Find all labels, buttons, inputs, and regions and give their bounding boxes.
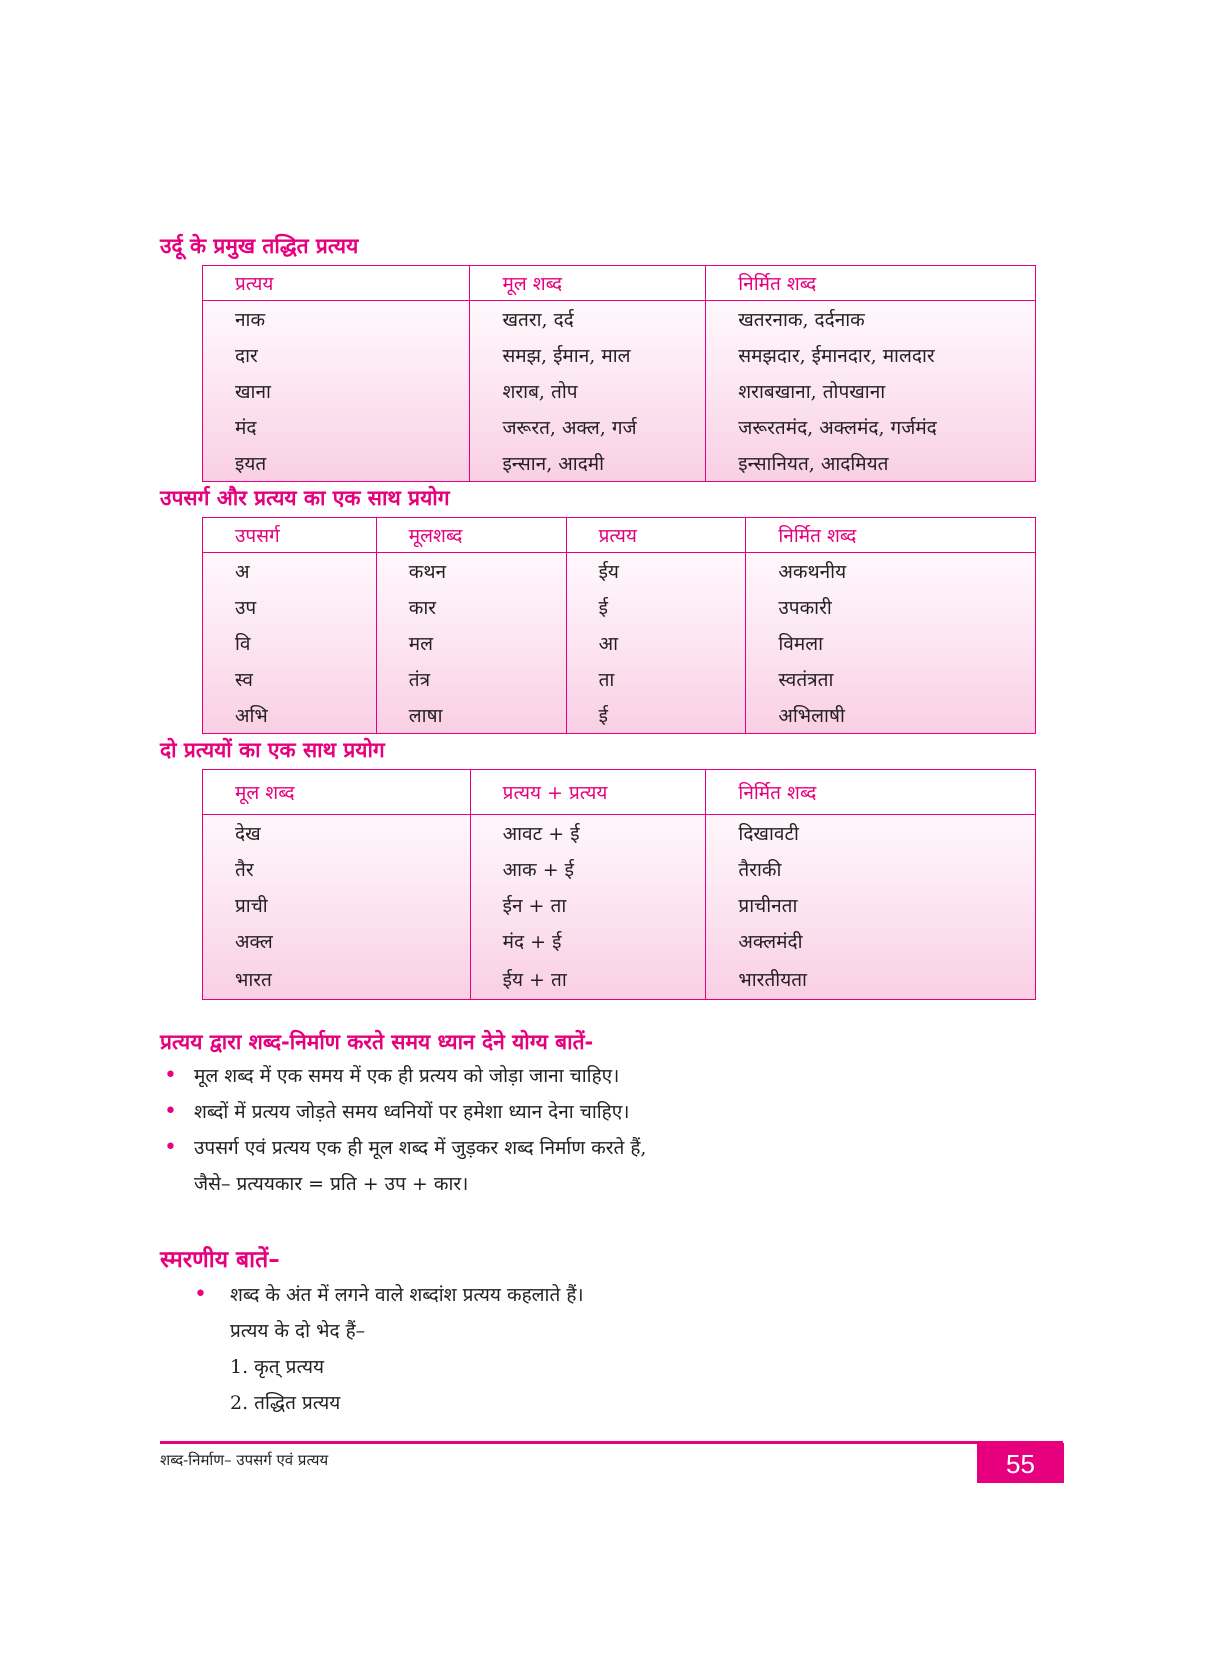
table3-heading: दो प्रत्ययों का एक साथ प्रयोग <box>160 738 385 762</box>
table-cell: जरूरत, अक्ल, गर्ज <box>470 409 706 445</box>
column-header: मूल शब्द <box>470 266 706 301</box>
table-row <box>203 815 1036 852</box>
footer-rule <box>160 1441 1063 1444</box>
list-item-text: शब्दों में प्रत्यय जोड़ते समय ध्वनियों पर हमेशा ध्यान देना चाहिए। <box>194 1101 630 1123</box>
table-cell: अकथनीय <box>746 553 1036 590</box>
table-cell: अक्ल <box>203 923 471 959</box>
bullet-icon: • <box>164 1063 177 1088</box>
urdu-suffix-table <box>202 265 1036 482</box>
table-cell: तैर <box>203 851 471 887</box>
table-cell: भारत <box>203 959 471 1000</box>
table-row <box>203 301 1036 338</box>
table-row <box>203 851 1036 887</box>
table-row <box>203 409 1036 445</box>
table-cell: विमला <box>746 625 1036 661</box>
table-row <box>203 697 1036 734</box>
table-cell: दिखावटी <box>706 815 1036 852</box>
table-cell: खतरनाक, दर्दनाक <box>706 301 1036 338</box>
table-header-row <box>203 518 1036 553</box>
table-header-row <box>203 770 1036 815</box>
column-header: प्रत्यय + प्रत्यय <box>470 770 706 815</box>
table-row <box>203 445 1036 482</box>
table-row <box>203 373 1036 409</box>
bullet-icon: • <box>164 1135 177 1160</box>
column-header: निर्मित शब्द <box>706 770 1036 815</box>
table-cell: ईय + ता <box>470 959 706 1000</box>
table-row <box>203 887 1036 923</box>
footer-chapter-title: शब्द-निर्माण– उपसर्ग एवं प्रत्यय <box>160 1451 329 1469</box>
remember-list <box>190 1277 584 1421</box>
type-item: 1. कृत् प्रत्यय <box>230 1356 324 1378</box>
table-cell: प्राचीनता <box>706 887 1036 923</box>
list-item-text: शब्द के अंत में लगने वाले शब्दांश प्रत्यय कहलाते हैं। <box>230 1284 584 1306</box>
table-cell: अभि <box>203 697 377 734</box>
notes-heading: प्रत्यय द्वारा शब्द-निर्माण करते समय ध्यान देने योग्य बातें- <box>160 1030 594 1054</box>
table2-heading: उपसर्ग और प्रत्यय का एक साथ प्रयोग <box>160 486 450 510</box>
list-item <box>190 1277 584 1421</box>
table-cell: अक्लमंदी <box>706 923 1036 959</box>
table-cell: समझदार, ईमानदार, मालदार <box>706 337 1036 373</box>
prefix-suffix-table <box>202 517 1036 734</box>
table-cell: नाक <box>203 301 470 338</box>
table-cell: स्वतंत्रता <box>746 661 1036 697</box>
table-cell: खाना <box>203 373 470 409</box>
remember-heading: स्मरणीय बातें– <box>160 1247 280 1273</box>
column-header: मूलशब्द <box>376 518 566 553</box>
table-cell: तंत्र <box>376 661 566 697</box>
table-cell: आ <box>566 625 746 661</box>
column-header: निर्मित शब्द <box>746 518 1036 553</box>
table-cell: इन्सान, आदमी <box>470 445 706 482</box>
table-cell: मंद + ई <box>470 923 706 959</box>
table-cell: दार <box>203 337 470 373</box>
bullet-icon: • <box>164 1099 177 1124</box>
table-cell: कथन <box>376 553 566 590</box>
table-cell: आक + ई <box>470 851 706 887</box>
table-cell: उपकारी <box>746 589 1036 625</box>
table-cell: स्व <box>203 661 377 697</box>
list-item-text: उपसर्ग एवं प्रत्यय एक ही मूल शब्द में जुड़कर शब्द निर्माण करते हैं, <box>194 1137 647 1159</box>
table-row <box>203 959 1036 1000</box>
table-cell: ईय <box>566 553 746 590</box>
table-cell: ईन + ता <box>470 887 706 923</box>
column-header: उपसर्ग <box>203 518 377 553</box>
table-cell: अ <box>203 553 377 590</box>
table-cell: खतरा, दर्द <box>470 301 706 338</box>
table-cell: मंद <box>203 409 470 445</box>
list-item <box>160 1094 646 1130</box>
list-item <box>160 1130 646 1202</box>
table1-heading: उर्दू के प्रमुख तद्धित प्रत्यय <box>160 234 359 258</box>
table-cell: प्राची <box>203 887 471 923</box>
table-cell: शराब, तोप <box>470 373 706 409</box>
table-row <box>203 337 1036 373</box>
table-cell: जरूरतमंद, अक्लमंद, गर्जमंद <box>706 409 1036 445</box>
column-header: निर्मित शब्द <box>706 266 1036 301</box>
table-cell: उप <box>203 589 377 625</box>
table-cell: अभिलाषी <box>746 697 1036 734</box>
table-cell: ई <box>566 697 746 734</box>
table-cell: तैराकी <box>706 851 1036 887</box>
sub-text: प्रत्यय के दो भेद हैं– <box>230 1320 366 1342</box>
table-cell: इयत <box>203 445 470 482</box>
type-item: 2. तद्धित प्रत्यय <box>230 1392 341 1414</box>
table-cell: ता <box>566 661 746 697</box>
table-cell: भारतीयता <box>706 959 1036 1000</box>
page-number: 55 <box>977 1443 1064 1483</box>
table-cell: देख <box>203 815 471 852</box>
table-row <box>203 589 1036 625</box>
table-cell: समझ, ईमान, माल <box>470 337 706 373</box>
table-row <box>203 923 1036 959</box>
table-cell: आवट + ई <box>470 815 706 852</box>
table-cell: शराबखाना, तोपखाना <box>706 373 1036 409</box>
double-suffix-table <box>202 769 1036 1000</box>
bullet-icon: • <box>194 1282 207 1307</box>
table-cell: कार <box>376 589 566 625</box>
column-header: मूल शब्द <box>203 770 471 815</box>
column-header: प्रत्यय <box>566 518 746 553</box>
table-row <box>203 553 1036 590</box>
table-cell: लाषा <box>376 697 566 734</box>
table-header-row <box>203 266 1036 301</box>
table-cell: ई <box>566 589 746 625</box>
table-cell: वि <box>203 625 377 661</box>
table-row <box>203 625 1036 661</box>
list-item-text: मूल शब्द में एक समय में एक ही प्रत्यय को जोड़ा जाना चाहिए। <box>194 1065 620 1087</box>
table-cell: मल <box>376 625 566 661</box>
list-item <box>160 1058 646 1094</box>
column-header: प्रत्यय <box>203 266 470 301</box>
notes-list <box>160 1058 646 1202</box>
table-cell: इन्सानियत, आदमियत <box>706 445 1036 482</box>
example-text: जैसे– प्रत्ययकार = प्रति + उप + कार। <box>194 1173 469 1195</box>
table-row <box>203 661 1036 697</box>
